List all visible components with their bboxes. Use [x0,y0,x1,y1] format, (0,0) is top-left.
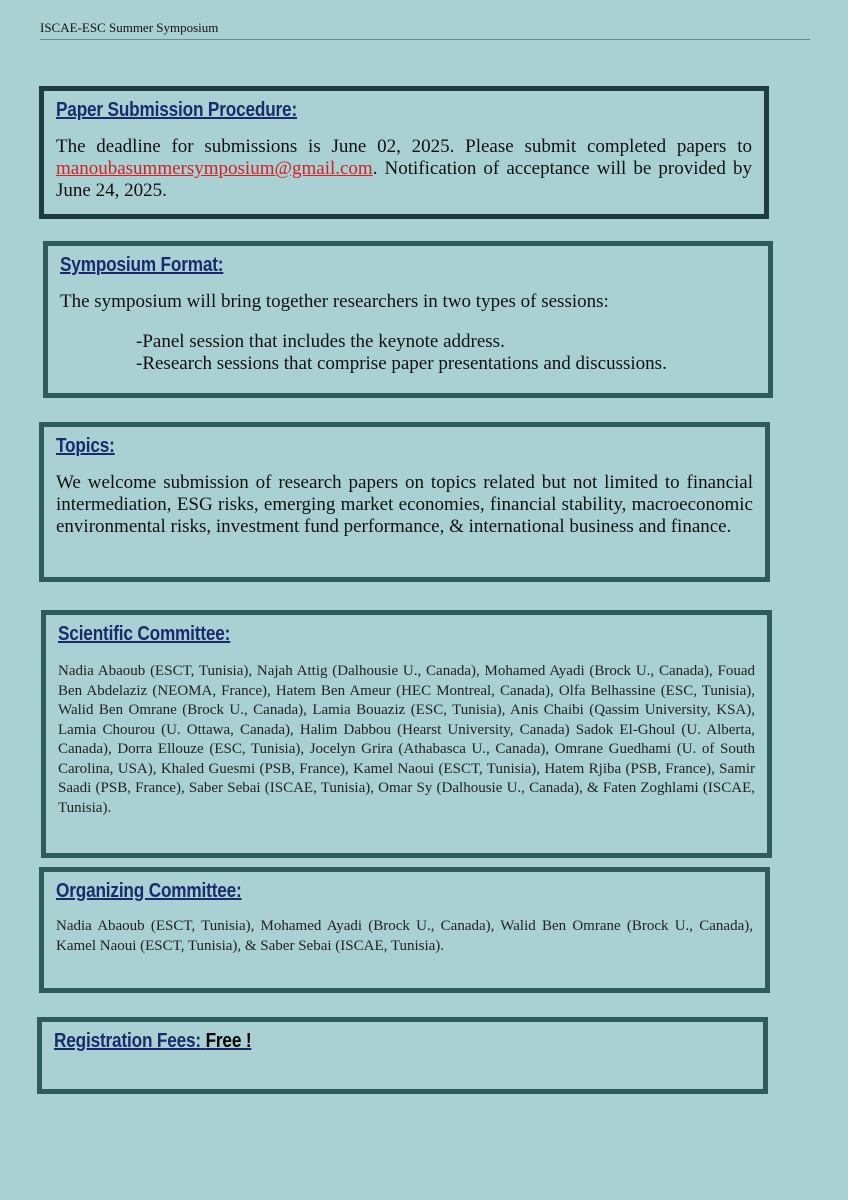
registration-title [54,1030,251,1053]
registration-value: Free ! [205,1030,252,1052]
submission-text-after: . Notification of acceptance will be provided by June 24, 2025. [56,158,752,201]
organizing-committee-text: Nadia Abaoub (ESCT, Tunisia), Mohamed Ayadi (Brock U., Canada), Walid Ben Omrane (Brock U., Canada), Kamel Naoui (ESCT, Tunisia), & Saber Sebai (ISCAE, Tunisia). [56,918,753,954]
topics-section [39,422,770,582]
organizing-committee-title: Organizing Committee: [56,880,242,902]
registration-section [37,1017,768,1094]
format-sessions [60,331,756,375]
page-header: ISCAE-ESC Summer Symposium [40,20,810,40]
scientific-committee-text: Nadia Abaoub (ESCT, Tunisia), Najah Attig (Dalhousie U., Canada), Mohamed Ayadi (Brock U., Canada), Fouad Ben Abdelaziz (NEOMA, France), Hatem Ben Ameur (HEC Montreal, Canada), Olfa Belhassine (ESC, Tunisia), Walid Ben Omrane (Brock U., Canada), Lamia Bouaziz (ESC, Tunisia), Anis Chaibi (Qassim University, KSA), Lamia Chourou (U. Ottawa, Canada), Halim Dabbou (Hearst University, Canada) Sadok El-Ghoul (U. Alberta, Canada), Dorra Ellouze (ESC, Tunisia), Jocelyn Grira (Athabasca U., Canada), Omrane Guedhami (U. of South Carolina, USA), Khaled Guesmi (PSB, France), Kamel Naoui (ESCT, Tunisia), Hatem Rjiba (PSB, France), Samir Saadi (PSB, France), Saber Sebai (ISCAE, Tunisia), Omar Sy (Dalhousie U., Canada), & Faten Zoghlami (ISCAE, Tunisia). [58,663,755,816]
submission-email-link[interactable]: manoubasummersymposium@gmail.com [56,158,373,179]
format-session-item: -Research sessions that comprise paper presentations and discussions. [136,353,667,374]
format-intro: The symposium will bring together researchers in two types of sessions: [60,291,609,312]
submission-text-before: The deadline for submissions is June 02, 2025. Please submit completed papers to [56,136,752,157]
scientific-committee-section [41,610,772,858]
registration-label: Registration Fees: [54,1030,201,1052]
submission-title: Paper Submission Procedure: [56,99,298,121]
topics-text: We welcome submission of research papers on topics related but not limited to financial intermediation, ESG risks, emerging market economies, financial stability, macroeconomic environmental risks, investment fund performance, & international business and finance. [56,472,753,537]
scientific-committee-title: Scientific Committee: [58,623,231,645]
format-title: Symposium Format: [60,254,224,276]
format-session-item: -Panel session that includes the keynote address. [136,331,505,352]
organizing-committee-section [39,867,770,993]
topics-title: Topics: [56,435,115,457]
submission-text [56,136,752,202]
submission-section [39,86,769,219]
format-section [43,241,773,398]
